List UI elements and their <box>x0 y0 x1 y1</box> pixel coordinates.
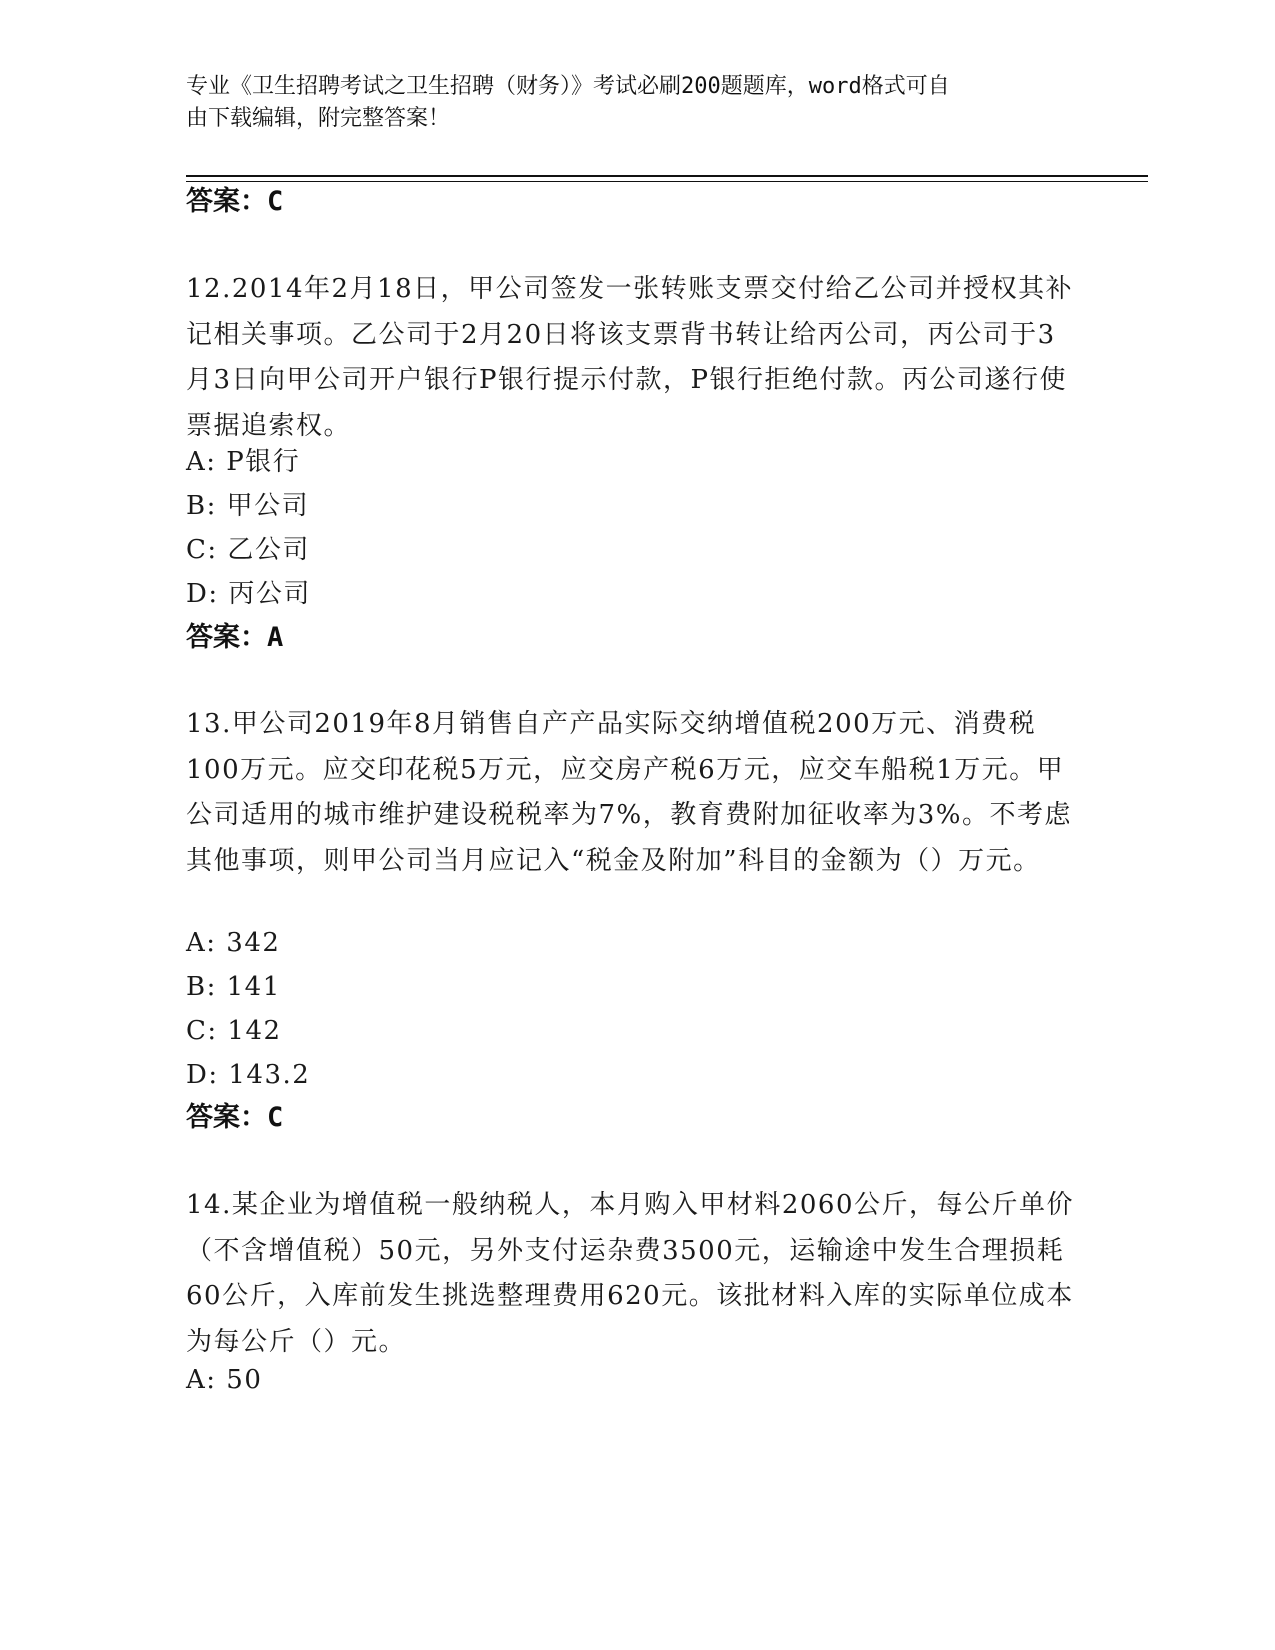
question-13-answer: 答案：C <box>186 1102 284 1133</box>
header-line-2: 由下载编辑，附完整答案！ <box>186 106 451 131</box>
header-line-1: 专业《卫生招聘考试之卫生招聘（财务）》考试必刷200题题库，word格式可自 <box>186 74 950 99</box>
header-divider-thick <box>186 175 1148 177</box>
question-12-option-a: A: P银行 <box>186 447 301 477</box>
question-12-option-c: C: 乙公司 <box>186 535 310 565</box>
question-14-option-a: A: 50 <box>186 1365 263 1395</box>
question-13-option-b: B: 141 <box>186 972 281 1002</box>
question-13-option-c: C: 142 <box>186 1016 282 1046</box>
question-12-option-b: B: 甲公司 <box>186 491 310 521</box>
question-13-option-d: D: 143.2 <box>186 1060 311 1090</box>
question-13-text: 13.甲公司2019年8月销售自产产品实际交纳增值税200万元、消费税100万元。应交印花税5万元，应交房产税6万元，应交车船税1万元。甲公司适用的城市维护建设税税率为7%，教育费附加征收率为3%。不考虑其他事项，则甲公司当月应记入“税金及附加”科目的金额为（）万元。 <box>186 709 1072 876</box>
question-12-text: 12.2014年2月18日，甲公司签发一张转账支票交付给乙公司并授权其补记相关事项。乙公司于2月20日将该支票背书转让给丙公司，丙公司于3月3日向甲公司开户银行P银行提示付款，P银行拒绝付款。丙公司遂行使票据追索权。 <box>186 274 1074 441</box>
answer-prev: 答案：C <box>186 186 284 217</box>
question-14-text: 14.某企业为增值税一般纳税人，本月购入甲材料2060公斤，每公斤单价（不含增值税）50元，另外支付运杂费3500元，运输途中发生合理损耗60公斤，入库前发生挑选整理费用620元。该批材料入库的实际单位成本为每公斤（）元。 <box>186 1190 1075 1357</box>
header-divider-thin <box>186 181 1148 182</box>
question-12-option-d: D: 丙公司 <box>186 579 311 609</box>
page-header <box>186 71 1066 135</box>
question-12-answer: 答案：A <box>186 622 284 653</box>
question-13-option-a: A: 342 <box>186 928 281 958</box>
